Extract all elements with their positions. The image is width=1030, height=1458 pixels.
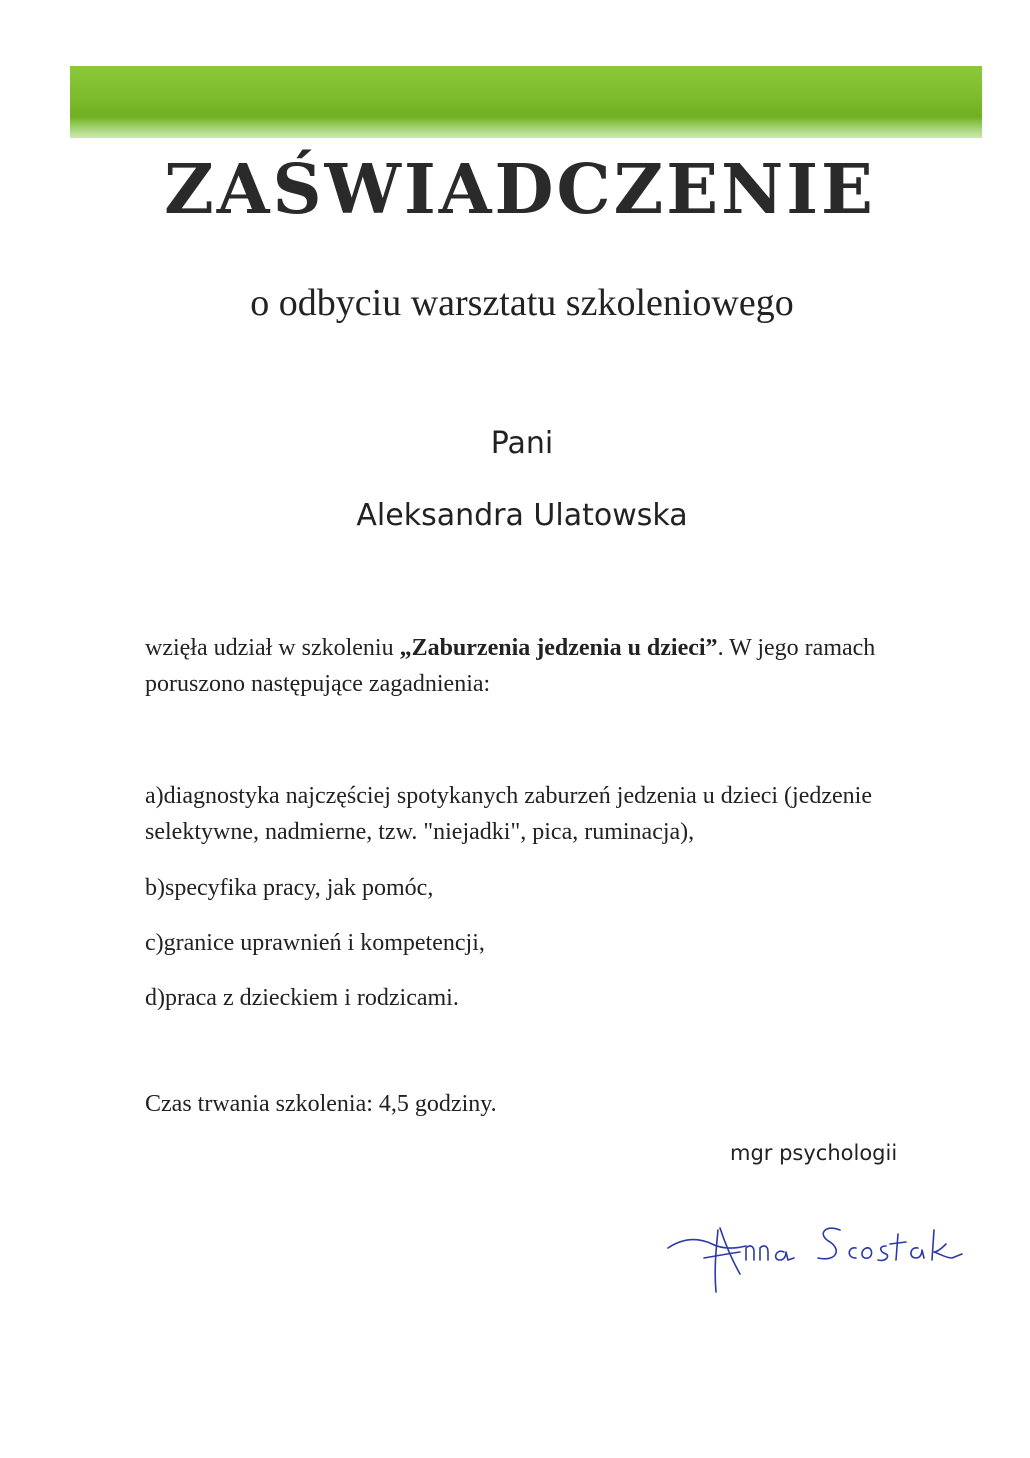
header-band (70, 66, 982, 138)
duration-text: Czas trwania szkolenia: 4,5 godziny. (145, 1091, 497, 1117)
intro-text-after: . W jego ramach poruszono następujące zagadnienia: (145, 635, 876, 697)
recipient-salutation: Pani (490, 426, 554, 461)
handwritten-signature (660, 1200, 970, 1310)
recipient-name: Aleksandra Ulatowska (356, 498, 688, 533)
topic-item: c)granice uprawnień i kompetencji, (145, 930, 485, 956)
intro-paragraph (145, 630, 905, 702)
certificate-title: ZAŚWIADCZENIE (164, 150, 876, 230)
topic-item: d)praca z dzieckiem i rodzicami. (145, 985, 459, 1011)
topic-item: b)specyfika pracy, jak pomóc, (145, 875, 434, 901)
topic-item: a)diagnostyka najczęściej spotykanych zaburzeń jedzenia u dzieci (jedzenie selektywne, nadmierne, tzw. "niejadki", pica, ruminacja), (145, 783, 872, 845)
signatory-title: mgr psychologii (730, 1141, 898, 1165)
course-name: „Zaburzenia jedzenia u dzieci” (399, 635, 718, 661)
certificate-subtitle: o odbyciu warsztatu szkoleniowego (250, 282, 794, 324)
intro-text-before: wzięła udział w szkoleniu (145, 635, 400, 661)
